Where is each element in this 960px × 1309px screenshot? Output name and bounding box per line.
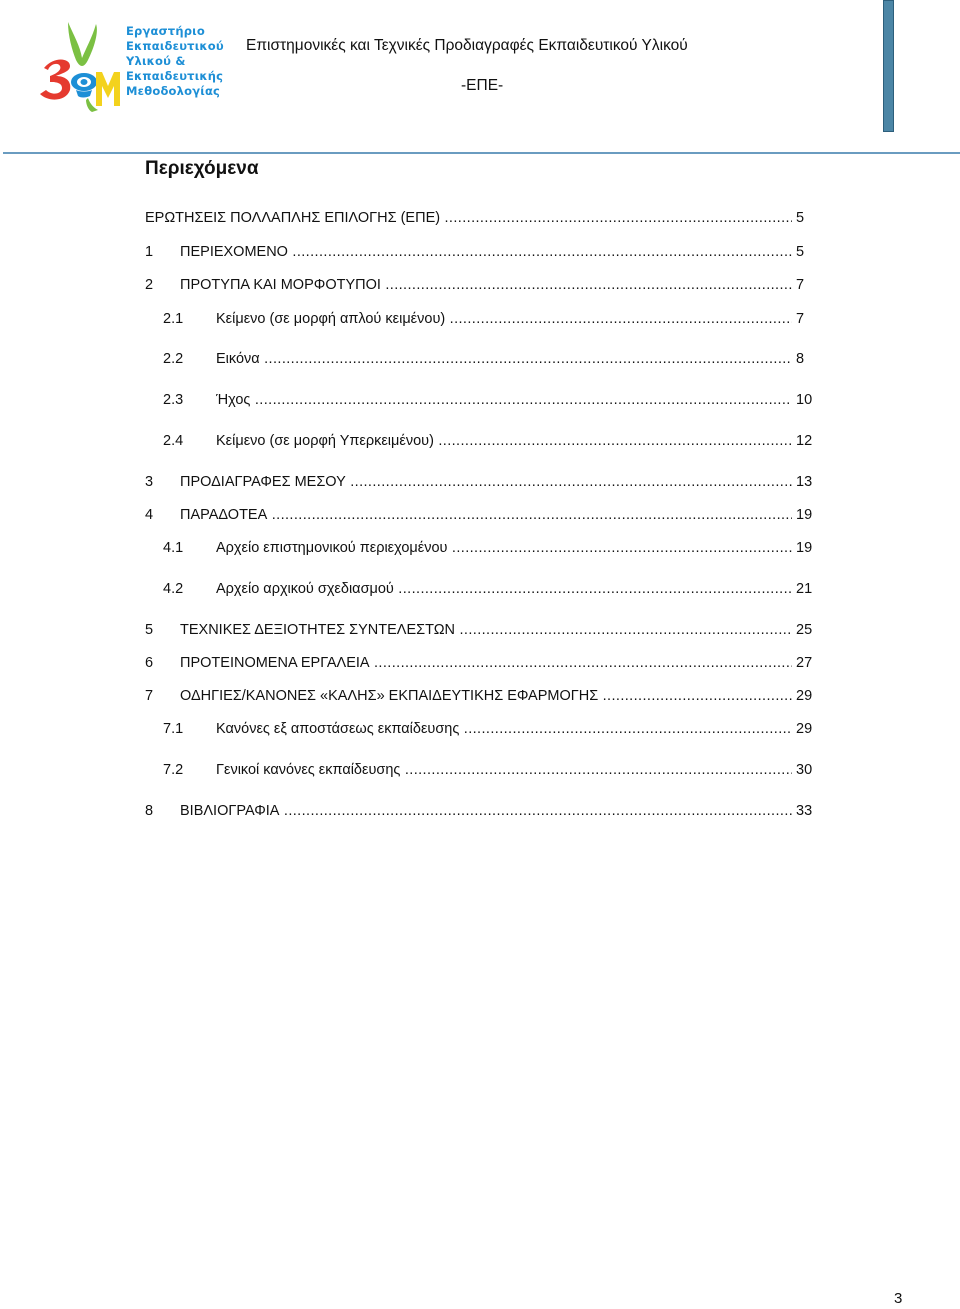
header-title: Επιστημονικές και Τεχνικές Προδιαγραφές Εκπαιδευτικού Υλικού [246,37,688,54]
toc-entry-label: ΠΡΟΔΙΑΓΡΑΦΕΣ ΜΕΣΟΥ ..... [180,472,819,492]
toc-entry-number: 2 [145,277,154,293]
toc-entry-page: 5 [792,208,826,228]
toc-entry-page: 19 [792,538,826,558]
toc-entry[interactable] [0,760,960,780]
toc-entry-number: 8 [145,803,154,819]
toc-entry[interactable] [0,309,960,329]
toc-entry-label: Κείμενο (σε μορφή Υπερκειμένου) ..... [216,431,819,451]
toc-entry-number: 4 [145,507,154,523]
toc-entry-label: ΠΕΡΙΕΧΟΜΕΝΟ ..... [180,242,819,262]
logo-line: Υλικού & [126,54,186,68]
toc-entry[interactable] [0,505,960,525]
toc-entry-number: 1 [145,244,154,260]
toc-entry[interactable] [0,472,960,492]
header-subtitle: -ΕΠΕ- [461,77,504,94]
toc-entry[interactable] [0,653,960,673]
toc-entry-page: 19 [792,505,826,525]
logo-text [126,24,224,99]
logo-line: Εκπαιδευτικού [126,39,224,53]
toc-entry-page: 8 [792,349,826,369]
toc-entry-number: 7.1 [163,721,184,737]
toc-entry-page: 7 [792,275,826,295]
toc-entry-number: 4.1 [163,540,184,556]
toc-entry-label: ΟΔΗΓΙΕΣ/ΚΑΝΟΝΕΣ «ΚΑΛΗΣ» ΕΚΠΑΙΔΕΥΤΙΚΗΣ ΕΦΑΡΜΟΓΗΣ ..... [180,686,819,706]
toc-entry[interactable] [0,538,960,558]
toc-entry-label: ΠΡΟΤΕΙΝΟΜΕΝΑ ΕΡΓΑΛΕΙΑ ..... [180,653,819,673]
toc-entry-page: 33 [792,801,826,821]
toc-entry[interactable] [0,275,960,295]
toc-entry-page: 25 [792,620,826,640]
toc-entry[interactable] [0,686,960,706]
toc-entry-label: Κείμενο (σε μορφή απλού κειμένου) ..... [216,309,819,329]
toc-entry-page: 27 [792,653,826,673]
toc-entry-number: 5 [145,622,154,638]
toc-entry-label: ΠΡΟΤΥΠΑ ΚΑΙ ΜΟΡΦΟΤΥΠΟΙ ..... [180,275,819,295]
header-divider [3,152,960,154]
toc-entry-label: ΒΙΒΛΙΟΓΡΑΦΙΑ ..... [180,801,819,821]
page-number: 3 [894,1290,903,1307]
toc-entry-label: Κανόνες εξ αποστάσεως εκπαίδευσης ..... [216,719,819,739]
toc-entry-number: 3 [145,474,154,490]
toc-entry-label: ΠΑΡΑΔΟΤΕΑ ..... [180,505,819,525]
toc-entry-page: 21 [792,579,826,599]
toc-entry-label: Εικόνα ..... [216,349,819,369]
toc-entry[interactable] [0,208,960,228]
toc-entry-number: 6 [145,655,154,671]
toc-entry[interactable] [0,349,960,369]
decorative-side-bar [883,0,894,132]
toc-entry-number: 7 [145,688,154,704]
toc-entry-number: 2.2 [163,351,184,367]
logo-line: Μεθοδολογίας [126,84,221,98]
toc-entry-page: 30 [792,760,826,780]
toc-entry[interactable] [0,579,960,599]
toc-entry-page: 12 [792,431,826,451]
toc-entry[interactable] [0,620,960,640]
page-header [0,0,960,156]
logo-line: Εκπαιδευτικής [126,69,224,83]
toc-entry-number: 2.3 [163,392,184,408]
toc-entry[interactable] [0,719,960,739]
toc-entry-page: 29 [792,719,826,739]
toc-entry-label: Αρχείο επιστημονικού περιεχομένου ..... [216,538,819,558]
toc-entry-number: 2.1 [163,311,184,327]
toc-entry[interactable] [0,801,960,821]
toc-entry-label: ΕΡΩΤΗΣΕΙΣ ΠΟΛΛΑΠΛΗΣ ΕΠΙΛΟΓΗΣ (ΕΠΕ) ..... [145,208,819,228]
toc-entry-label: Ήχος ..... [216,390,819,410]
toc-entry-number: 2.4 [163,433,184,449]
toc-entry-page: 10 [792,390,826,410]
toc-entry[interactable] [0,242,960,262]
toc-entry-page: 7 [792,309,826,329]
toc-entry-page: 13 [792,472,826,492]
toc-entry-page: 29 [792,686,826,706]
toc-entry-label: Γενικοί κανόνες εκπαίδευσης ..... [216,760,819,780]
toc-entry-number: 4.2 [163,581,184,597]
toc-entry[interactable] [0,390,960,410]
toc-entry-label: ΤΕΧΝΙΚΕΣ ΔΕΞΙΟΤΗΤΕΣ ΣΥΝΤΕΛΕΣΤΩΝ ..... [180,620,819,640]
3em-logo-icon [36,18,136,114]
toc-entry-label: Αρχείο αρχικού σχεδιασμού ..... [216,579,819,599]
toc-heading: Περιεχόμενα [145,158,259,179]
toc-entry[interactable] [0,431,960,451]
toc-entry-number: 7.2 [163,762,184,778]
logo-line: Εργαστήριο [126,24,205,38]
toc-entry-page: 5 [792,242,826,262]
